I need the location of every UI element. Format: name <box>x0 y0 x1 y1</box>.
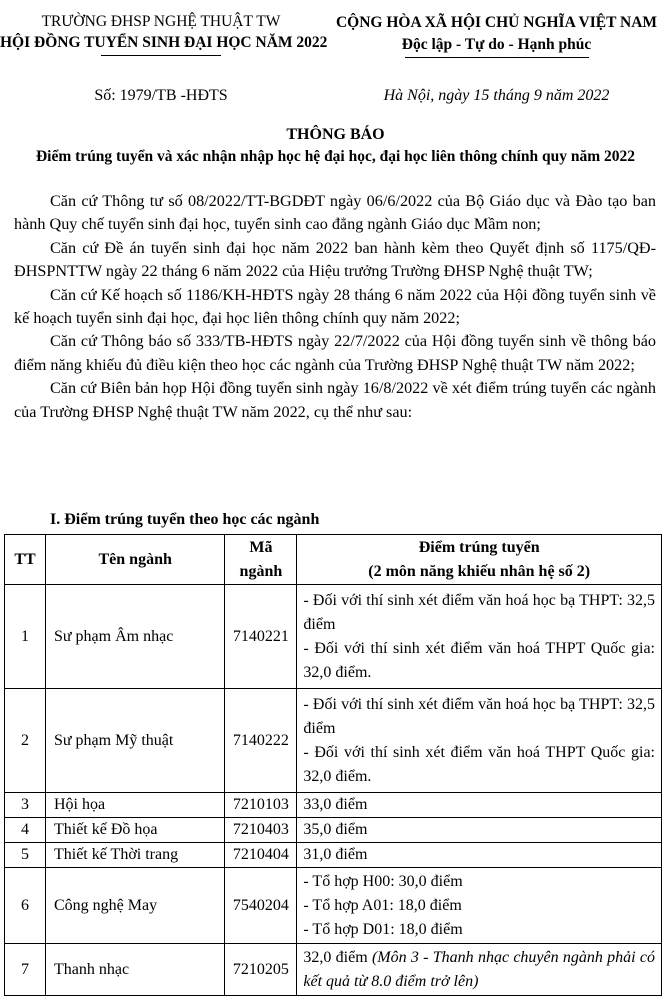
council-name: HỘI ĐỒNG TUYỂN SINH ĐẠI HỌC NĂM 2022 <box>0 34 328 51</box>
document-number: Số: 1979/TB -HĐTS <box>94 87 228 104</box>
row-major-code: 7140221 <box>225 585 297 689</box>
score-line: - Tổ hợp H00: 30,0 điểm <box>303 872 463 890</box>
row-major-code: 7540204 <box>225 868 297 944</box>
row-major-name: Thiết kế Đồ họa <box>45 818 224 843</box>
row-tt: 1 <box>5 585 46 689</box>
basis-paragraph: Căn cứ Thông báo số 333/TB-HĐTS ngày 22/7/2022 của Hội đồng tuyển sinh về thông báo điểm năng khiếu đủ điều kiện theo học các ngành của Trường ĐHSP Nghệ thuật TW năm 2022; <box>14 332 656 374</box>
row-score <box>297 689 662 793</box>
row-major-name: Sư phạm Mỹ thuật <box>45 689 224 793</box>
row-major-name: Thiết kế Thời trang <box>45 843 224 868</box>
table-row <box>5 689 662 793</box>
row-major-code: 7210205 <box>225 944 297 996</box>
row-major-name: Thanh nhạc <box>45 944 224 996</box>
national-header <box>322 12 671 58</box>
basis-paragraph: Căn cứ Thông tư số 08/2022/TT-BGDĐT ngày 06/6/2022 của Bộ Giáo dục và Đào tạo ban hành Quy chế tuyển sinh đại học, tuyển sinh cao đẳng ngành Giáo dục Mầm non; <box>14 192 656 234</box>
basis-paragraph: Căn cứ Kế hoạch số 1186/KH-HĐTS ngày 28 tháng 6 năm 2022 của Hội đồng tuyển sinh về kế hoạch tuyển sinh đại học, đại học liên thông chính quy năm 2022; <box>14 285 656 328</box>
table-header-row <box>5 535 662 585</box>
col-name-header: Tên ngành <box>45 535 224 585</box>
section-heading: I. Điểm trúng tuyển theo học các ngành <box>50 511 320 528</box>
basis-paragraph: Căn cứ Đề án tuyển sinh đại học năm 2022 ban hành kèm theo Quyết định số 1175/QĐ-ĐHSPNTTW ngày 22 tháng 6 năm 2022 của Hiệu trưởng Trường ĐHSP Nghệ thuật TW; <box>14 238 656 281</box>
row-score <box>297 868 662 944</box>
row-score: 31,0 điểm <box>297 843 662 868</box>
row-major-code: 7210403 <box>225 818 297 843</box>
issuer-block <box>0 12 328 56</box>
row-major-code: 7210103 <box>225 793 297 818</box>
col-code-header-line2: ngành <box>239 562 283 580</box>
score-line: - Đối với thí sinh xét điểm văn hoá THPT Quốc gia: 32,0 điểm. <box>303 639 655 681</box>
document-subtitle: Điểm trúng tuyển và xác nhận nhập học hệ đại học, đại học liên thông chính quy năm 2022 <box>35 148 636 165</box>
table-row <box>5 818 662 843</box>
row-major-name: Công nghệ May <box>45 868 224 944</box>
col-score-header-line2: (2 môn năng khiếu nhân hệ số 2) <box>368 562 591 580</box>
motto-underline <box>405 57 589 58</box>
score-note: (Môn 3 - Thanh nhạc chuyên ngành phải có kết quả từ 8.0 điểm trở lên) <box>303 948 656 990</box>
score-line: - Đối với thí sinh xét điểm văn hoá học bạ THPT: 32,5 điểm <box>303 591 655 633</box>
col-code-header-line1: Mã <box>249 538 273 556</box>
country-name: CỘNG HÒA XÃ HỘI CHỦ NGHĨA VIỆT NAM <box>335 14 658 31</box>
table-row <box>5 868 662 944</box>
row-tt: 6 <box>5 868 46 944</box>
row-score: 33,0 điểm <box>297 793 662 818</box>
col-score-header <box>297 535 662 585</box>
table-row <box>5 793 662 818</box>
document-title: THÔNG BÁO <box>286 126 385 143</box>
place-date: Hà Nội, ngày 15 tháng 9 năm 2022 <box>383 87 610 104</box>
score-line: - Tổ hợp A01: 18,0 điểm <box>303 896 462 914</box>
admission-scores-table <box>4 534 662 996</box>
table-row <box>5 843 662 868</box>
row-tt: 2 <box>5 689 46 793</box>
row-major-name: Hội họa <box>45 793 224 818</box>
row-tt: 4 <box>5 818 46 843</box>
col-tt-header: TT <box>5 535 46 585</box>
row-tt: 3 <box>5 793 46 818</box>
table-row <box>5 585 662 689</box>
table-row <box>5 944 662 996</box>
row-major-code: 7210404 <box>225 843 297 868</box>
basis-paragraph: Căn cứ Biên bản họp Hội đồng tuyển sinh ngày 16/8/2022 về xét điểm trúng tuyển các ngành của Trường ĐHSP Nghệ thuật TW năm 2022, cụ thể như sau: <box>14 379 656 421</box>
row-score <box>297 944 662 996</box>
legal-basis <box>14 190 656 424</box>
score-line: - Tổ hợp D01: 18,0 điểm <box>303 920 463 938</box>
row-major-code: 7140222 <box>225 689 297 793</box>
score-main: 32,0 điểm <box>303 948 368 966</box>
col-code-header <box>225 535 297 585</box>
row-tt: 5 <box>5 843 46 868</box>
row-tt: 7 <box>5 944 46 996</box>
motto: Độc lập - Tự do - Hạnh phúc <box>401 36 592 53</box>
row-score: 35,0 điểm <box>297 818 662 843</box>
score-line: - Đối với thí sinh xét điểm văn hoá học bạ THPT: 32,5 điểm <box>303 695 655 737</box>
col-score-header-line1: Điểm trúng tuyển <box>418 538 540 556</box>
row-major-name: Sư phạm Âm nhạc <box>45 585 224 689</box>
school-name: TRƯỜNG ĐHSP NGHỆ THUẬT TW <box>41 13 281 30</box>
issuer-underline <box>101 55 221 56</box>
score-line: - Đối với thí sinh xét điểm văn hoá THPT Quốc gia: 32,0 điểm. <box>303 743 655 785</box>
row-score <box>297 585 662 689</box>
